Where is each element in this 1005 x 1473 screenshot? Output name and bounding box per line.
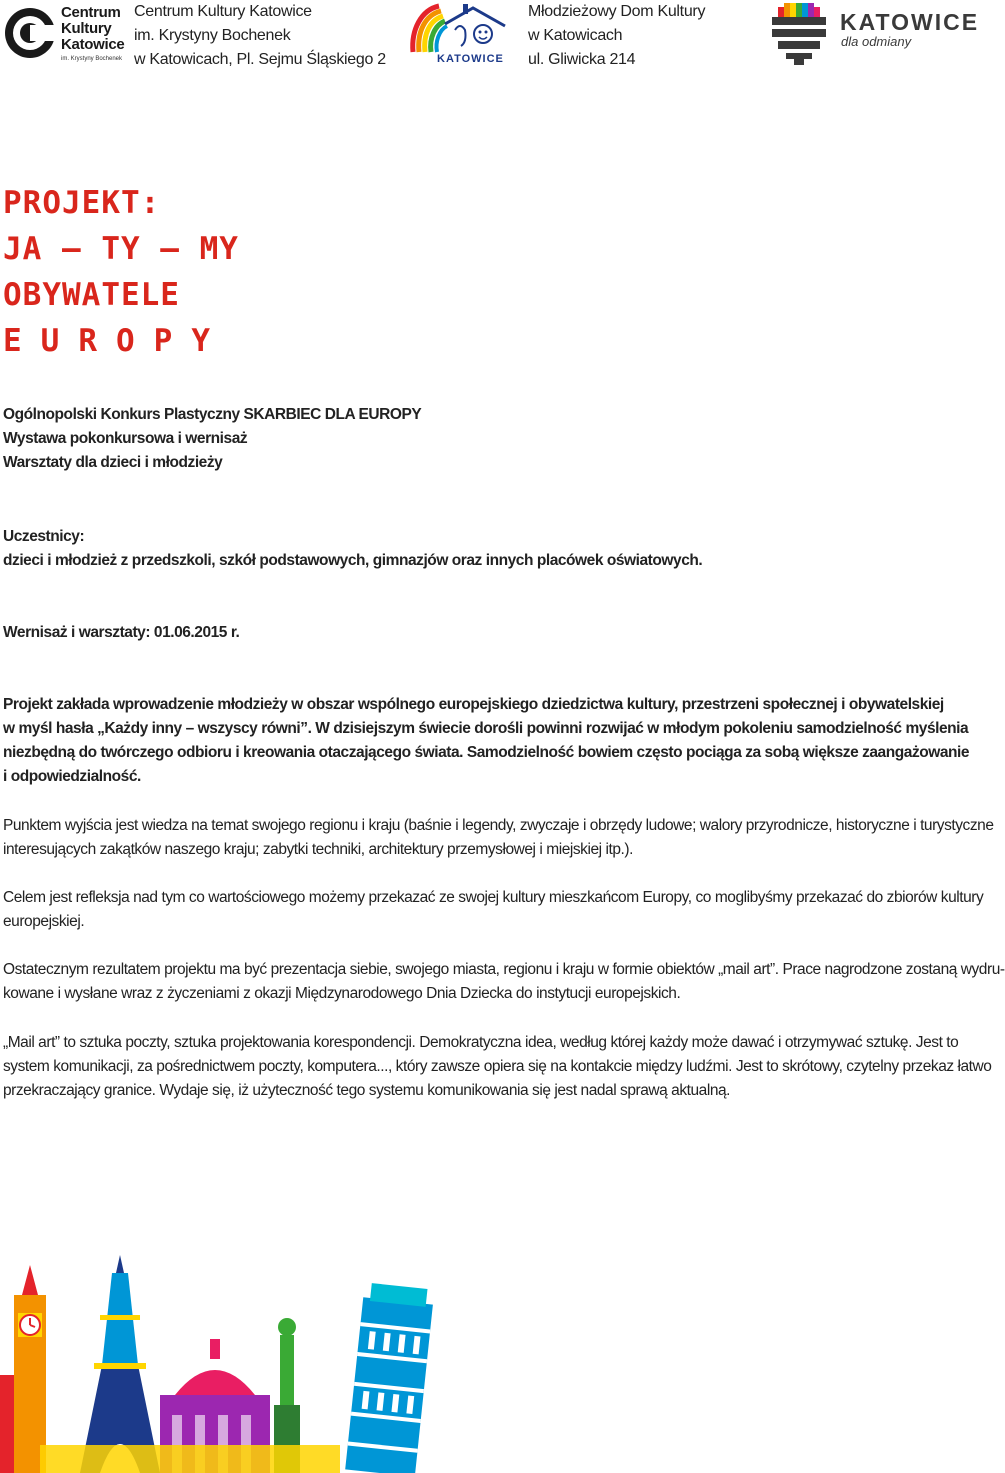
paragraph-line: i odpowiedzialność.	[3, 768, 141, 785]
paragraph-line: europejskiej.	[3, 913, 85, 930]
mdk-logo-text: KATOWICE	[437, 53, 504, 65]
project-title	[3, 180, 239, 364]
title-line-4: EUROPY	[3, 323, 229, 359]
intro-line: Wystawa pokonkursowa i wernisaż	[3, 430, 248, 447]
ck-logo-sub: im. Krystyny Bochenek	[61, 56, 123, 62]
paragraph-line: Celem jest refleksja nad tym co wartościowego możemy przekazać ze swojej kultury mieszkańcom Europy, co moglibyśmy przekazać do zbiorów kultury	[3, 889, 984, 906]
european-landmarks-illustration	[0, 1255, 430, 1473]
paragraph-5	[3, 1031, 992, 1103]
paragraph-line: przekraczający granice. Wydaje się, iż użyteczność tego systemu komunikowania się jest nadal sprawą aktualną.	[3, 1082, 731, 1099]
leaning-tower-icon	[345, 1282, 434, 1473]
paragraph-line: Projekt zakłada wprowadzenie młodzieży w obszar wspólnego europejskiego dziedzictwa kultury, przestrzeni społecznej i obywatelskiej	[3, 696, 944, 713]
ck-address-line: w Katowicach, Pl. Sejmu Śląskiego 2	[134, 51, 386, 68]
paragraph-4	[3, 958, 1005, 1006]
paragraph-line: niezbędną do twórczego odbioru i kreowania otaczającego świata. Samodzielność bowiem często pociąga za sobą większe zaangażowanie	[3, 744, 970, 761]
ck-address-line: im. Krystyny Bochenek	[134, 27, 291, 44]
intro-line: Ogólnopolski Konkurs Plastyczny SKARBIEC DLA EUROPY	[3, 406, 422, 423]
eiffel-tower-icon	[80, 1255, 160, 1473]
title-line-2: JA – TY – MY	[3, 231, 239, 267]
katowice-pixel-emblem-icon	[770, 3, 828, 65]
date-line: Wernisaż i warsztaty: 01.06.2015 r.	[3, 624, 240, 641]
ck-logo-line3: Katowice	[61, 36, 125, 53]
paragraph-line: interesujących zakątków naszego kraju; zabytki techniki, architektury przemysłowej i miejskiej itp.).	[3, 841, 633, 858]
paragraph-line: system komunikacji, za pośrednictwem poczty, komputera..., który zawsze opiera się na kontakcie między ludźmi. Jest to skrótowy, czytelny przekaz łatwo	[3, 1058, 992, 1075]
paragraph-2	[3, 814, 994, 862]
title-line-1: PROJEKT:	[3, 185, 161, 221]
paragraph-line: Ostatecznym rezultatem projektu ma być prezentacja siebie, swojego miasta, regionu i kraju w formie obiektów „mail art”. Prace nagrodzone zostaną wydru-	[3, 961, 1005, 978]
paragraph-line: „Mail art” to sztuka poczty, sztuka projektowania korespondencji. Demokratyczna idea, według której każdy może dawać i otrzymywać sztukę. Jest to	[3, 1034, 959, 1051]
paragraph-3	[3, 886, 984, 934]
katowice-logo	[770, 3, 980, 65]
paragraph-line: kowane i wysłane wraz z życzeniami z okazji Międzynarodowego Dnia Dziecka do instytucji europejskich.	[3, 985, 681, 1002]
paragraph-line: Punktem wyjścia jest wiedza na temat swojego regionu i kraju (baśnie i legendy, zwyczaje i obrzędy ludowe; walory przyrodnicze, historyczne i turystyczne	[3, 817, 994, 834]
ck-logo-line2: Kultury	[61, 20, 112, 37]
centrum-kultury-emblem-icon	[3, 3, 59, 65]
participants-block	[3, 525, 958, 573]
centrum-kultury-logo	[3, 3, 125, 65]
mdk-address-line: w Katowicach	[528, 27, 623, 44]
ck-logo-line1: Centrum	[61, 4, 121, 21]
mdk-address	[528, 0, 705, 72]
ground-block	[40, 1445, 340, 1473]
ck-address	[134, 0, 386, 72]
participants-text: dzieci i młodzież z przedszkoli, szkół podstawowych, gimnazjów oraz innych placówek oświatowych.	[3, 552, 703, 569]
katowice-logo-word: KATOWICE	[840, 9, 980, 35]
katowice-logo-tagline: dla odmiany	[841, 34, 912, 49]
paragraph-1	[3, 693, 970, 789]
mdk-logo	[405, 2, 517, 68]
paragraph-line: w myśl hasła „Każdy inny – wszyscy równi”. W dzisiejszym świecie dorośli powinni rozwijać w młodym pokoleniu samodzielność myślenia	[3, 720, 969, 737]
intro-block	[3, 403, 958, 475]
mdk-address-line: Młodzieżowy Dom Kultury	[528, 3, 706, 20]
ck-address-line: Centrum Kultury Katowice	[134, 3, 312, 20]
intro-line: Warsztaty dla dzieci i młodzieży	[3, 454, 223, 471]
big-ben-icon	[0, 1265, 46, 1473]
participants-heading: Uczestnicy:	[3, 528, 85, 545]
mdk-rainbow-house-icon	[405, 2, 517, 54]
title-line-3: OBYWATELE	[3, 277, 180, 313]
mdk-address-line: ul. Gliwicka 214	[528, 51, 636, 68]
